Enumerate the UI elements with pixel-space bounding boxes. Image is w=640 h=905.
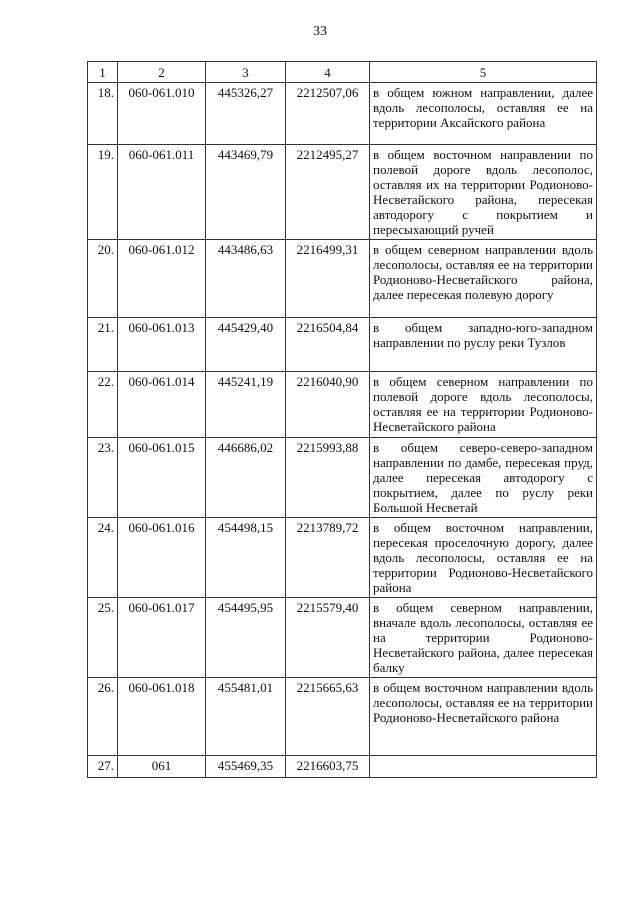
x-coordinate-cell: 445429,40	[206, 318, 286, 372]
header-cell-5: 5	[370, 62, 597, 83]
point-id-cell: 060-061.017	[118, 598, 206, 678]
row-number-cell: 20.	[88, 240, 118, 318]
y-coordinate-cell: 2216603,75	[286, 756, 370, 778]
y-coordinate-cell: 2216040,90	[286, 372, 370, 438]
y-coordinate-cell: 2216504,84	[286, 318, 370, 372]
point-id-cell: 060-061.012	[118, 240, 206, 318]
table-row	[88, 756, 597, 778]
y-coordinate-cell: 2212495,27	[286, 145, 370, 240]
route-description-cell: в общем восточном направлении вдоль лесополосы, оставляя ее на территории Родионово-Несветайского района	[370, 678, 597, 756]
route-description-cell	[370, 756, 597, 778]
point-id-cell: 060-061.010	[118, 83, 206, 145]
x-coordinate-cell: 445241,19	[206, 372, 286, 438]
table-body	[88, 62, 597, 778]
table-row	[88, 372, 597, 438]
x-coordinate-cell: 455481,01	[206, 678, 286, 756]
row-number-cell: 22.	[88, 372, 118, 438]
route-description-cell: в общем западно-юго-западном направлении по руслу реки Тузлов	[370, 318, 597, 372]
table-header-row	[88, 62, 597, 83]
row-number-cell: 25.	[88, 598, 118, 678]
header-cell-1: 1	[88, 62, 118, 83]
route-description-cell: в общем северо-северо-западном направлении по дамбе, пересекая пруд, далее пересекая автодорогу с покрытием, далее по руслу реки Большой Несветай	[370, 438, 597, 518]
route-description-cell: в общем северном направлении вдоль лесополосы, оставляя ее на территории Родионово-Несветайского района, далее пересекая полевую дорогу	[370, 240, 597, 318]
x-coordinate-cell: 446686,02	[206, 438, 286, 518]
route-description-cell: в общем южном направлении, далее вдоль лесополосы, оставляя ее на территории Аксайского района	[370, 83, 597, 145]
point-id-cell: 060-061.011	[118, 145, 206, 240]
table-row	[88, 518, 597, 598]
table-row	[88, 145, 597, 240]
y-coordinate-cell: 2216499,31	[286, 240, 370, 318]
x-coordinate-cell: 443469,79	[206, 145, 286, 240]
table-row	[88, 240, 597, 318]
table-row	[88, 438, 597, 518]
header-cell-4: 4	[286, 62, 370, 83]
table-row	[88, 598, 597, 678]
point-id-cell: 060-061.016	[118, 518, 206, 598]
point-id-cell: 061	[118, 756, 206, 778]
row-number-cell: 21.	[88, 318, 118, 372]
row-number-cell: 19.	[88, 145, 118, 240]
page-number: 33	[313, 24, 327, 39]
row-number-cell: 18.	[88, 83, 118, 145]
y-coordinate-cell: 2213789,72	[286, 518, 370, 598]
point-id-cell: 060-061.015	[118, 438, 206, 518]
point-id-cell: 060-061.014	[118, 372, 206, 438]
row-number-cell: 27.	[88, 756, 118, 778]
x-coordinate-cell: 454498,15	[206, 518, 286, 598]
header-cell-2: 2	[118, 62, 206, 83]
boundary-points-table	[87, 61, 597, 778]
y-coordinate-cell: 2212507,06	[286, 83, 370, 145]
y-coordinate-cell: 2215665,63	[286, 678, 370, 756]
route-description-cell: в общем северном направлении по полевой дороге вдоль лесополосы, оставляя ее на территории Родионово-Несветайского района	[370, 372, 597, 438]
y-coordinate-cell: 2215993,88	[286, 438, 370, 518]
table-row	[88, 678, 597, 756]
header-cell-3: 3	[206, 62, 286, 83]
row-number-cell: 24.	[88, 518, 118, 598]
route-description-cell: в общем восточном направлении по полевой дороге вдоль лесополос, оставляя их на территории Родионово-Несветайского района, пересекая автодорогу с покрытием и пересыхающий ручей	[370, 145, 597, 240]
route-description-cell: в общем северном направлении, вначале вдоль лесополосы, оставляя ее на территории Родионово-Несветайского района, далее пересекая балку	[370, 598, 597, 678]
route-description-cell: в общем восточном направлении, пересекая проселочную дорогу, далее вдоль лесополосы, оставляя ее на территории Родионово-Несветайского района	[370, 518, 597, 598]
y-coordinate-cell: 2215579,40	[286, 598, 370, 678]
row-number-cell: 26.	[88, 678, 118, 756]
table-row	[88, 83, 597, 145]
table-row	[88, 318, 597, 372]
point-id-cell: 060-061.018	[118, 678, 206, 756]
x-coordinate-cell: 443486,63	[206, 240, 286, 318]
x-coordinate-cell: 455469,35	[206, 756, 286, 778]
x-coordinate-cell: 445326,27	[206, 83, 286, 145]
row-number-cell: 23.	[88, 438, 118, 518]
x-coordinate-cell: 454495,95	[206, 598, 286, 678]
point-id-cell: 060-061.013	[118, 318, 206, 372]
